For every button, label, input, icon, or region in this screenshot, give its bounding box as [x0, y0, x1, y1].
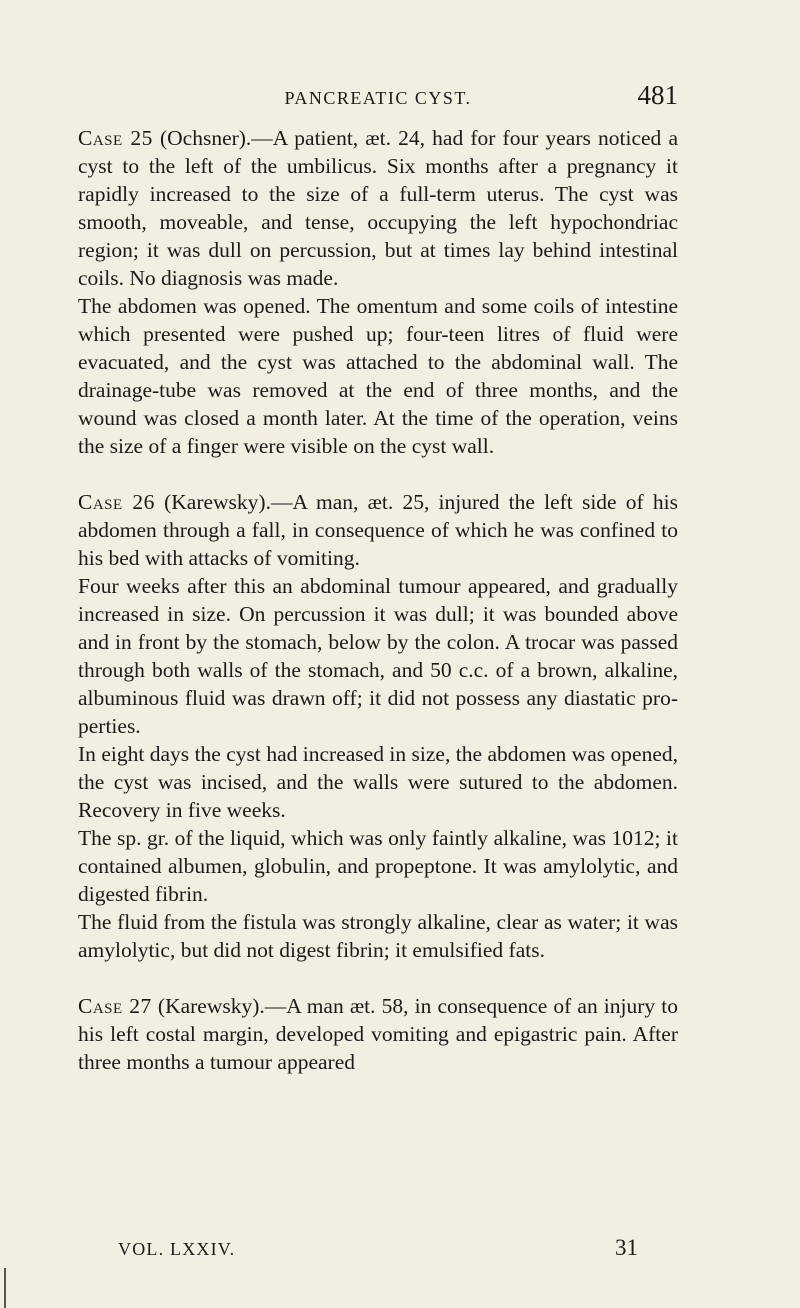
case-25-paragraph-1	[78, 124, 678, 292]
case-label: Case 27	[78, 994, 152, 1018]
case-26-paragraph-2	[78, 572, 678, 740]
paragraph-text: (Ochsner).—A patient, æt. 24, had for four years noticed a cyst to the left of the umbilicus. Six months after a pregnancy it rapidly increased to the size of a full-term uterus. The cyst was smooth, moveable, and tense, occupying the left hypochondriac region; it was dull on percussion, but at times lay behind intestinal coils. No diagnosis was made.	[78, 126, 678, 290]
case-27-paragraph-1	[78, 992, 678, 1076]
paragraph-text: The sp. gr. of the liquid, which was only faintly alkaline, was 1012; it contained albumen, globulin, and propeptone. It was amylolytic, and digested fibrin.	[78, 826, 678, 906]
case-label: Case 26	[78, 490, 155, 514]
page-edge-mark	[4, 1268, 6, 1308]
paragraph-text: Four weeks after this an abdominal tumour appeared, and gradually increased in size. On percussion it was dull; it was bounded above and in front by the stomach, below by the colon. A trocar was passed through both walls of the stomach, and 50 c.c. of a brown, alkaline, albuminous fluid was drawn off; it did not possess any diastatic pro-perties.	[78, 574, 678, 738]
page-number: 481	[637, 80, 678, 110]
case-26-paragraph-3	[78, 740, 678, 824]
volume-line: VOL. LXXIV.	[118, 1239, 236, 1259]
section-gap	[78, 460, 678, 488]
case-26-paragraph-5	[78, 908, 678, 964]
case-26-paragraph-4	[78, 824, 678, 908]
paragraph-text: (Karewsky).—A man æt. 58, in consequence of an injury to his left costal margin, developed vomiting and epigastric pain. After three months a tumour appeared	[78, 994, 678, 1074]
paragraph-text: The fluid from the fistula was strongly alkaline, clear as water; it was amylolytic, but did not digest fibrin; it emulsified fats.	[78, 910, 678, 962]
section-gap	[78, 964, 678, 992]
body-text	[78, 124, 678, 1076]
paragraph-text: (Karewsky).—A man, æt. 25, injured the left side of his abdomen through a fall, in consequence of which he was confined to his bed with attacks of vomiting.	[78, 490, 678, 570]
page-footer	[118, 1235, 638, 1265]
case-25-paragraph-2	[78, 292, 678, 460]
signature-mark: 31	[615, 1235, 638, 1260]
case-26-paragraph-1	[78, 488, 678, 572]
running-head	[78, 78, 678, 118]
paragraph-text: The abdomen was opened. The omentum and some coils of intestine which presented were pushed up; four-teen litres of fluid were evacuated, and the cyst was attached to the abdominal wall. The drainage-tube was removed at the end of three months, and the wound was closed a month later. At the time of the operation, veins the size of a finger were visible on the cyst wall.	[78, 294, 678, 458]
paragraph-text: In eight days the cyst had increased in size, the abdomen was opened, the cyst was incised, and the walls were sutured to the abdomen. Recovery in five weeks.	[78, 742, 678, 822]
case-label: Case 25	[78, 126, 153, 150]
running-title: PANCREATIC CYST.	[284, 88, 472, 108]
